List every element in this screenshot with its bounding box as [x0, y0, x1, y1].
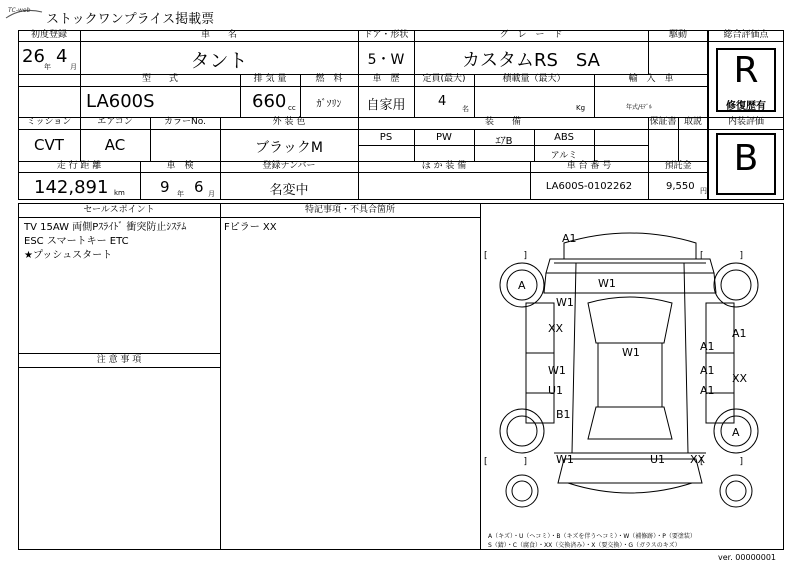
equip-ps: PS	[379, 132, 393, 143]
mission-label: ミッション	[26, 117, 72, 127]
damage-mark: A	[732, 426, 740, 439]
history-value: 自家用	[366, 98, 406, 113]
sales-points-label: セールスポイント	[83, 205, 155, 215]
reg-number-value: 名変中	[269, 183, 309, 198]
damage-mark: W1	[598, 277, 616, 290]
grade-label: グ レ ー ド	[499, 30, 563, 40]
car-name-label: 車 名	[200, 30, 237, 40]
capacity-value: 4	[438, 94, 447, 109]
equipment-label: 装 備	[484, 117, 521, 127]
color-no-label: カラーNo.	[164, 117, 206, 127]
interior-score: B	[733, 138, 759, 179]
car-name-value: タント	[190, 50, 248, 72]
legend-line: S（錆）・C（腐食）・XX（交換済み）・X（要交換）・G（ガラスのキズ）	[488, 542, 681, 549]
inspection-label: 車 検	[166, 161, 194, 171]
page-title: ストックワンプライス掲載票	[46, 12, 215, 27]
model-label: 型 式	[141, 74, 178, 84]
inspection-year-unit: 年	[177, 190, 184, 198]
fuel-label: 燃 料	[315, 74, 343, 84]
equip-abs: ABS	[554, 132, 574, 143]
damage-mark: A	[518, 279, 526, 292]
damage-mark: W1	[556, 296, 574, 309]
cautions-label: 注 意 事 項	[96, 355, 142, 365]
first-reg-year-unit: 年	[44, 63, 51, 71]
sales-point-line: ESC スマートキー ETC	[24, 236, 129, 247]
version-label: ver. 00000001	[718, 553, 777, 562]
damage-mark: A1	[700, 364, 715, 377]
deposit-label: 預託金	[664, 161, 692, 171]
grade-value: カスタムRS SA	[461, 50, 600, 71]
brand-logo	[4, 6, 44, 20]
damage-mark: A1	[700, 340, 715, 353]
mileage-unit: km	[114, 189, 125, 197]
mileage-value: 142,891	[34, 177, 109, 198]
bracket: [ ]	[700, 457, 744, 467]
special-notes-list	[224, 221, 277, 235]
damage-mark: XX	[690, 453, 706, 466]
history-label: 車 歴	[372, 74, 400, 84]
door-form-value: 5・W	[367, 52, 405, 68]
fuel-value: ｶﾞｿﾘﾝ	[316, 99, 342, 110]
brand-label: TC-web	[8, 7, 31, 14]
interior-eval-label: 内装評価	[727, 117, 764, 127]
damage-mark: XX	[548, 322, 564, 335]
capacity-unit: 名	[462, 105, 469, 113]
first-reg-year: 26	[22, 46, 45, 67]
legend-line: A（キズ）・U（ヘコミ）・B（キズを伴うヘコミ）・W（補修跡）・P（要塗装）	[488, 533, 696, 540]
special-notes-label: 特記事項・不具合箇所	[304, 205, 395, 215]
capacity-label: 定員(最大)	[422, 74, 466, 84]
damage-mark: A1	[732, 327, 747, 340]
damage-mark: U1	[548, 384, 564, 397]
first-reg-month: 4	[56, 46, 68, 67]
other-equipment-label: ほ か 装 備	[421, 161, 467, 171]
overall-eval-label: 総合評価点	[723, 30, 769, 40]
sales-point-line: TV 15AW 両側Pｽﾗｲﾄﾞ 衝突防止ｼｽﾃﾑ	[24, 222, 187, 233]
damage-mark: A1	[562, 232, 577, 245]
bracket: [ ]	[484, 251, 528, 261]
inspection-month-unit: 月	[208, 190, 215, 198]
aircon-value: AC	[104, 136, 126, 154]
exterior-color-label: 外 装 色	[272, 117, 306, 127]
damage-mark: W1	[556, 453, 574, 466]
first-reg-month-unit: 月	[70, 63, 77, 71]
damage-mark: XX	[732, 372, 748, 385]
load-unit: Kg	[576, 104, 586, 112]
damage-mark: W1	[622, 346, 640, 359]
damage-mark: B1	[556, 408, 571, 421]
mileage-label: 走 行 距 離	[56, 161, 102, 171]
chassis-no-value: LA600S-0102262	[545, 181, 633, 192]
sales-point-line: ★プッシュスタート	[24, 250, 113, 261]
equip-airbag: ｴｱB	[495, 136, 513, 147]
inspection-year: 9	[160, 178, 170, 196]
displacement-label: 排 気 量	[253, 74, 287, 84]
drive-label: 駆動	[668, 30, 687, 40]
damage-mark: A1	[700, 384, 715, 397]
door-form-label: ドア・形状	[363, 30, 409, 40]
import-label: 輸 入 車	[628, 74, 674, 84]
mission-value: CVT	[34, 136, 64, 154]
deposit-unit: 円	[700, 187, 707, 195]
equip-alloy: アルミ	[550, 151, 578, 161]
warranty-label: 保証書	[649, 117, 677, 127]
damage-mark: W1	[548, 364, 566, 377]
reg-number-label: 登録ナンバー	[262, 161, 316, 171]
damage-mark: U1	[650, 453, 666, 466]
inspection-month: 6	[194, 178, 204, 196]
displacement-value: 660	[252, 91, 287, 112]
aircon-label: エアコン	[97, 117, 133, 127]
sales-points-list	[24, 221, 186, 263]
manual-label: 取説	[683, 117, 702, 127]
chassis-no-label: 車 台 番 号	[566, 161, 612, 171]
equip-pw: PW	[436, 132, 452, 143]
first-reg-label: 初度登録	[30, 30, 67, 40]
special-note-line: Fピラー XX	[224, 222, 277, 233]
overall-note: 修復歴有	[726, 101, 766, 112]
load-label: 積載量（最大）	[502, 74, 566, 84]
model-value: LA600S	[86, 91, 155, 112]
import-year-label: 年式/ﾓﾃﾞﾙ	[626, 104, 653, 111]
bracket: [ ]	[484, 457, 528, 467]
bracket: [ ]	[700, 251, 744, 261]
overall-score: R	[733, 50, 759, 91]
deposit-value: 9,550	[666, 181, 695, 192]
displacement-unit: cc	[288, 104, 296, 112]
exterior-color-value: ブラックM	[255, 140, 323, 156]
